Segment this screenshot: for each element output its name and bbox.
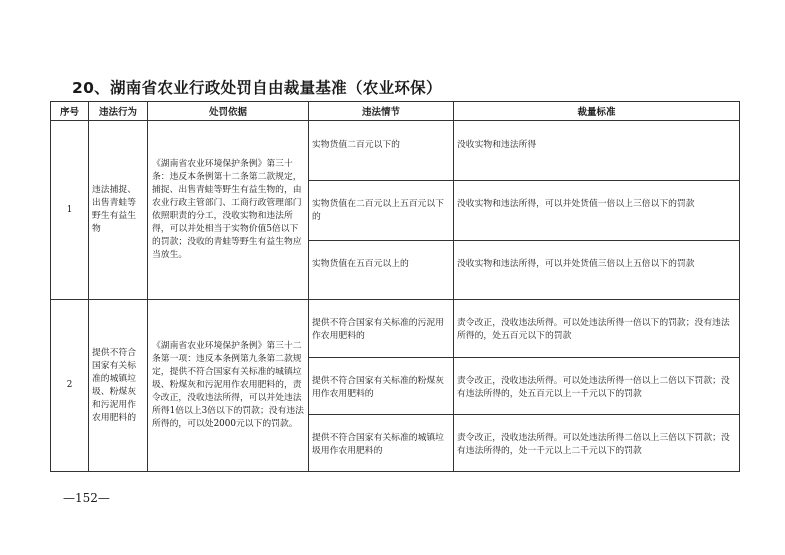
violation-case: 提供不符合国家有关标准的污泥用作农用肥料的 xyxy=(309,300,454,358)
row-number: 1 xyxy=(51,121,89,300)
table-header-row xyxy=(51,102,740,121)
page-title: 20、湖南省农业行政处罚自由裁量基准（农业环保） xyxy=(72,79,442,97)
header-basis: 处罚依据 xyxy=(148,102,309,121)
penalty-basis: 《湖南省农业环境保护条例》第三十条：违反本条例第十二条第二款规定，捕捉、出售青蛙等野生有益生物的，由农业行政主管部门、工商行政管理部门依照职责的分工，没收实物和违法所得，可以并处相当于实物价值5倍以下的罚款；没收的青蛙等野生有益生物应当放生。 xyxy=(148,121,309,300)
header-standard: 裁量标准 xyxy=(454,102,740,121)
penalty-standards-table xyxy=(50,101,740,472)
violation-act: 提供不符合国家有关标准的城镇垃圾、粉煤灰和污泥用作农用肥料的 xyxy=(89,300,148,472)
discretion-standard: 没收实物和违法所得，可以并处货值三倍以上五倍以下的罚款 xyxy=(454,241,740,300)
violation-case: 提供不符合国家有关标准的城镇垃圾用作农用肥料的 xyxy=(309,415,454,472)
table-row xyxy=(51,121,740,181)
header-act: 违法行为 xyxy=(89,102,148,121)
discretion-standard: 责令改正，没收违法所得。可以处违法所得一倍以下的罚款；没有违法所得的，处五百元以下的罚款 xyxy=(454,300,740,358)
penalty-basis: 《湖南省农业环境保护条例》第三十二条第一项：违反本条例第九条第二款规定，提供不符合国家有关标准的城镇垃圾、粉煤灰和污泥用作农用肥料的，责令改正，没收违法所得，可以并处违法所得1倍以上3倍以下的罚款；没有违法所得的，可以处2000元以下的罚款。 xyxy=(148,300,309,472)
row-number: 2 xyxy=(51,300,89,472)
discretion-standard: 责令改正，没收违法所得。可以处违法所得一倍以上二倍以下罚款；没有违法所得的，处五百元以上一千元以下的罚款 xyxy=(454,358,740,415)
page-number: —152— xyxy=(63,491,110,505)
discretion-standard: 没收实物和违法所得 xyxy=(454,121,740,181)
violation-act: 违法捕捉、出售青蛙等野生有益生物 xyxy=(89,121,148,300)
violation-case: 实物货值二百元以下的 xyxy=(309,121,454,181)
table-row xyxy=(51,300,740,358)
violation-case: 实物货值在五百元以上的 xyxy=(309,241,454,300)
discretion-standard: 没收实物和违法所得，可以并处货值一倍以上三倍以下的罚款 xyxy=(454,181,740,241)
header-case: 违法情节 xyxy=(309,102,454,121)
violation-case: 实物货值在二百元以上五百元以下的 xyxy=(309,181,454,241)
discretion-standard: 责令改正，没收违法所得。可以处违法所得二倍以上三倍以下罚款；没有违法所得的，处一千元以上二千元以下的罚款 xyxy=(454,415,740,472)
header-no: 序号 xyxy=(51,102,89,121)
violation-case: 提供不符合国家有关标准的粉煤灰用作农用肥料的 xyxy=(309,358,454,415)
